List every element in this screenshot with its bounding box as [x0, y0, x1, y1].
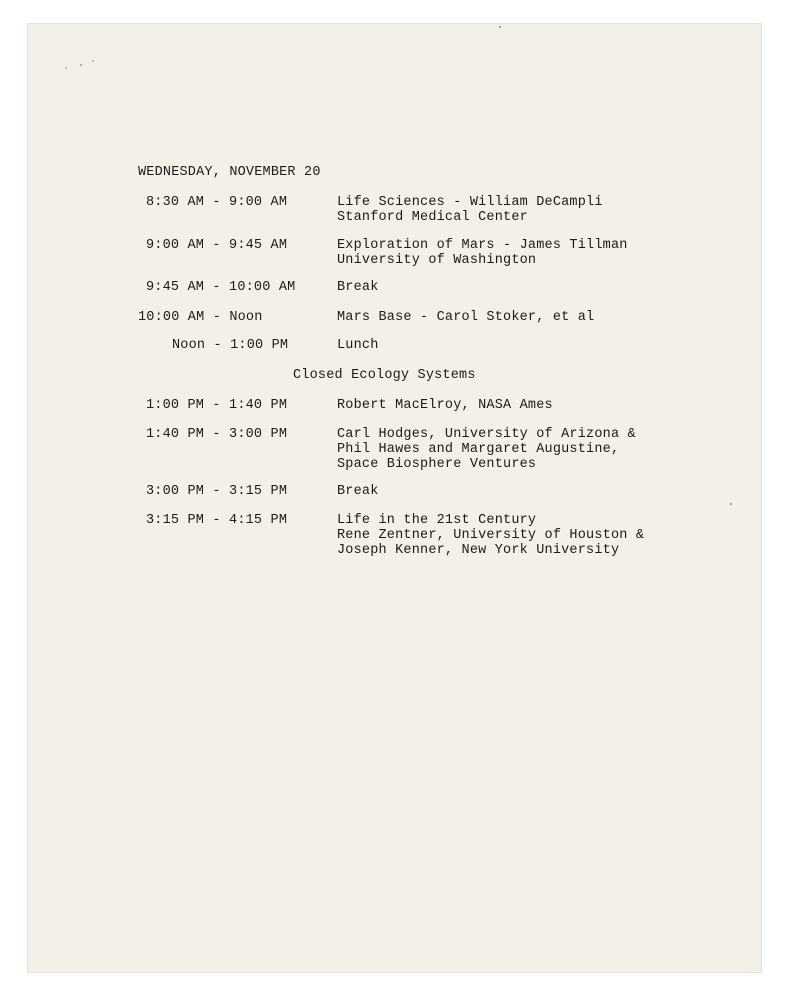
session-line: Space Biosphere Ventures — [337, 457, 537, 472]
session-line: Life Sciences - William DeCampli — [337, 195, 603, 210]
time-slot: 3:00 PM - 3:15 PM — [146, 484, 288, 499]
session-line: Joseph Kenner, New York University — [337, 543, 620, 558]
session-description — [337, 195, 603, 225]
time-slot: 10:00 AM - Noon — [138, 310, 263, 325]
time-slot: 1:00 PM - 1:40 PM — [146, 398, 288, 413]
session-line: Carl Hodges, University of Arizona & — [337, 427, 636, 442]
day-heading: WEDNESDAY, NOVEMBER 20 — [138, 165, 321, 180]
session-description — [337, 280, 379, 295]
session-description — [337, 338, 379, 353]
session-line: Rene Zentner, University of Houston & — [337, 528, 645, 543]
session-line: Stanford Medical Center — [337, 210, 528, 225]
session-line: Robert MacElroy, NASA Ames — [337, 398, 553, 413]
time-slot: 9:00 AM - 9:45 AM — [146, 238, 288, 253]
session-line: Exploration of Mars - James Tillman — [337, 238, 628, 253]
time-slot: Noon - 1:00 PM — [172, 338, 289, 353]
session-description — [337, 238, 628, 268]
session-description — [337, 484, 379, 499]
time-slot: 9:45 AM - 10:00 AM — [146, 280, 296, 295]
time-slot: 1:40 PM - 3:00 PM — [146, 427, 288, 442]
session-line: Mars Base - Carol Stoker, et al — [337, 310, 595, 325]
paper-speck — [65, 67, 67, 69]
session-line: University of Washington — [337, 253, 537, 268]
paper-speck — [92, 60, 94, 62]
paper-sheet — [28, 24, 761, 972]
time-slot: 3:15 PM - 4:15 PM — [146, 513, 288, 528]
paper-speck — [730, 503, 732, 505]
session-line: Break — [337, 280, 379, 295]
session-line: Break — [337, 484, 379, 499]
time-slot: 8:30 AM - 9:00 AM — [146, 195, 288, 210]
session-description — [337, 310, 594, 325]
session-description — [337, 513, 644, 558]
session-line: Life in the 21st Century — [337, 513, 537, 528]
session-line: Phil Hawes and Margaret Augustine, — [337, 442, 620, 457]
session-description — [337, 398, 553, 413]
paper-speck — [80, 64, 82, 66]
section-title: Closed Ecology Systems — [293, 368, 476, 383]
paper-speck — [499, 26, 501, 28]
session-description — [337, 427, 636, 472]
session-line: Lunch — [337, 338, 379, 353]
